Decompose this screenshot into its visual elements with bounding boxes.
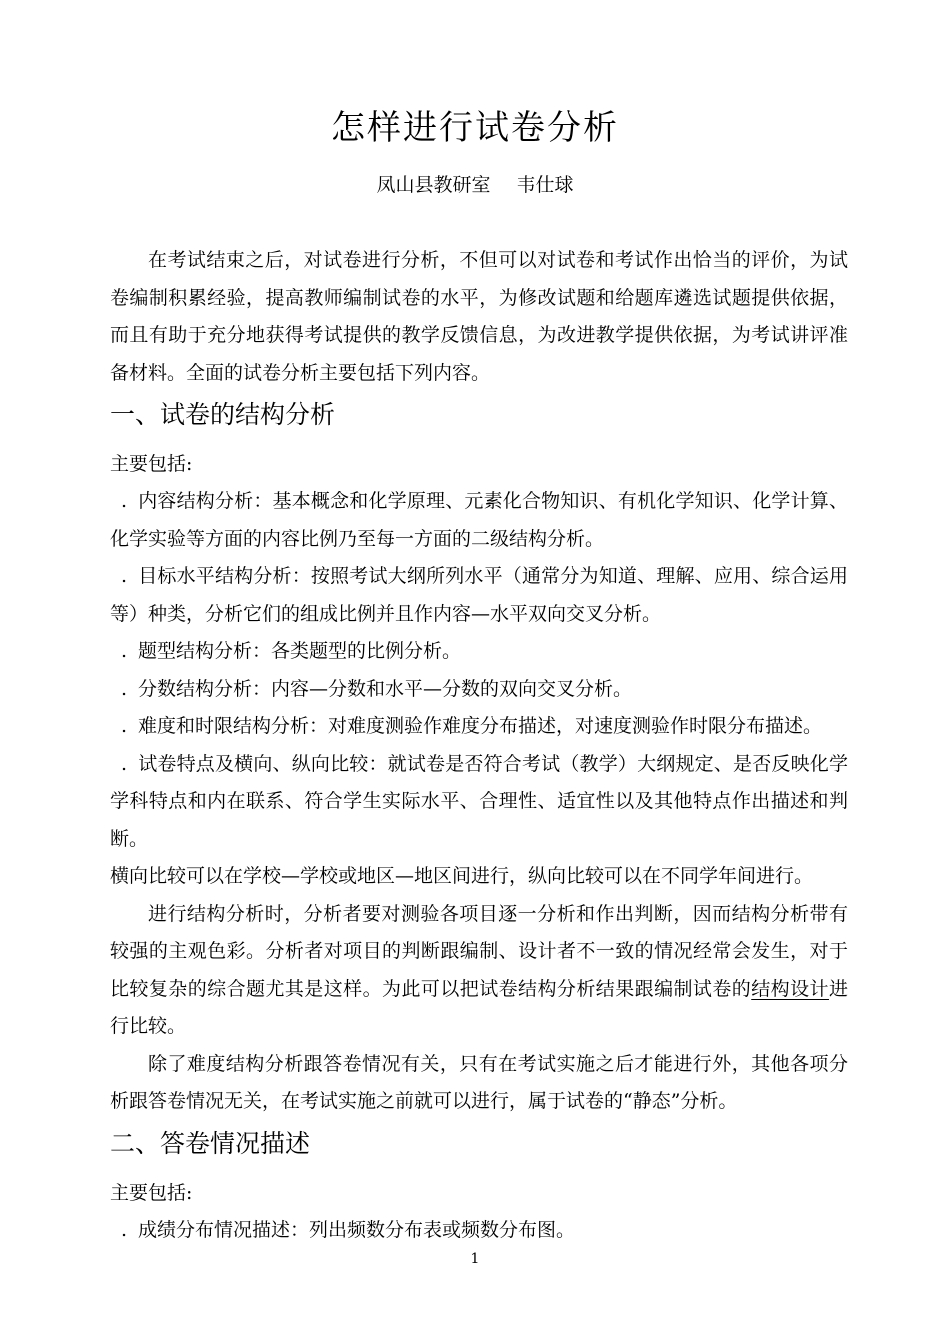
list-item-text: 题型结构分析：各类题型的比例分析。 [138,640,462,662]
list-item [110,633,848,671]
byline-org: 凤山县教研室 [376,174,491,196]
list-item [110,1212,848,1250]
document-title: 怎样进行试卷分析 [331,108,619,148]
list-item [110,558,848,633]
list-item [110,708,848,746]
list-item-text: 目标水平结构分析：按照考试大纲所列水平（通常分为知道、理解、应用、综合运用等）种类，分析它们的组成比例并且作内容—水平双向交叉分析。 [110,565,848,625]
paragraph-text: 进行结构分析时，分析者要对测验各项目逐一分析和作出判断，因而结构分析带有较强的主观色彩。分析者对项目的判断跟编制、设计者不一致的情况经常会发生，对于比较复杂的综合题尤其是这样。为此可以把试卷结构分析结果跟编制试卷的 [110,902,848,1000]
list-item [110,746,848,859]
static-analysis-paragraph: 除了难度结构分析跟答卷情况有关，只有在考试实施之后才能进行外，其他各项分析跟答卷情况无关，在考试实施之前就可以进行，属于试卷的“静态”分析。 [110,1052,848,1112]
paragraph-text: 进行比较。 [110,977,848,1037]
list-item-text: 成绩分布情况描述：列出频数分布表或频数分布图。 [138,1218,576,1241]
bullet: . [120,677,128,700]
page-number: 1 [470,1251,480,1267]
bullet: . [120,640,128,662]
list-item-text: 难度和时限结构分析：对难度测验作难度分布描述，对速度测验作时限分布描述。 [138,715,823,737]
bullet: . [120,1218,128,1241]
comparison-note: 横向比较可以在学校—学校或地区—地区间进行，纵向比较可以在不同学年间进行。 [110,865,814,887]
section-2-heading: 二、答卷情况描述 [110,1128,311,1158]
bullet: . [120,752,128,775]
list-item [110,671,848,709]
list-item [110,483,848,558]
list-item-text: 内容结构分析：基本概念和化学原理、元素化合物知识、有机化学知识、化学计算、化学实验等方面的内容比例乃至每一方面的二级结构分析。 [110,490,848,550]
structure-analysis-paragraph [110,896,848,1046]
bullet: . [120,490,128,512]
bullet: . [120,565,128,587]
structure-design-link[interactable]: 结构设计 [751,977,829,1000]
list-item-text: 分数结构分析：内容—分数和水平—分数的双向交叉分析。 [138,677,633,700]
section-1-lead: 主要包括: [110,453,193,475]
byline-author: 韦仕球 [516,174,574,196]
intro-paragraph: 在考试结束之后，对试卷进行分析，不但可以对试卷和考试作出恰当的评价，为试卷编制积累经验，提高教师编制试卷的水平，为修改试题和给题库遴选试题提供依据，而且有助于充分地获得考试提供的教学反馈信息，为改进教学提供依据，为考试讲评准备材料。全面的试卷分析主要包括下列内容。 [110,249,848,384]
list-item-text: 试卷特点及横向、纵向比较：就试卷是否符合考试（教学）大纲规定、是否反映化学学科特点和内在联系、符合学生实际水平、合理性、适宜性以及其他特点作出描述和判断。 [110,752,848,850]
document-body [110,242,848,1249]
section-2-lead: 主要包括: [110,1181,193,1204]
byline [0,170,950,197]
section-1-heading: 一、试卷的结构分析 [110,400,336,429]
bullet: . [120,715,128,737]
